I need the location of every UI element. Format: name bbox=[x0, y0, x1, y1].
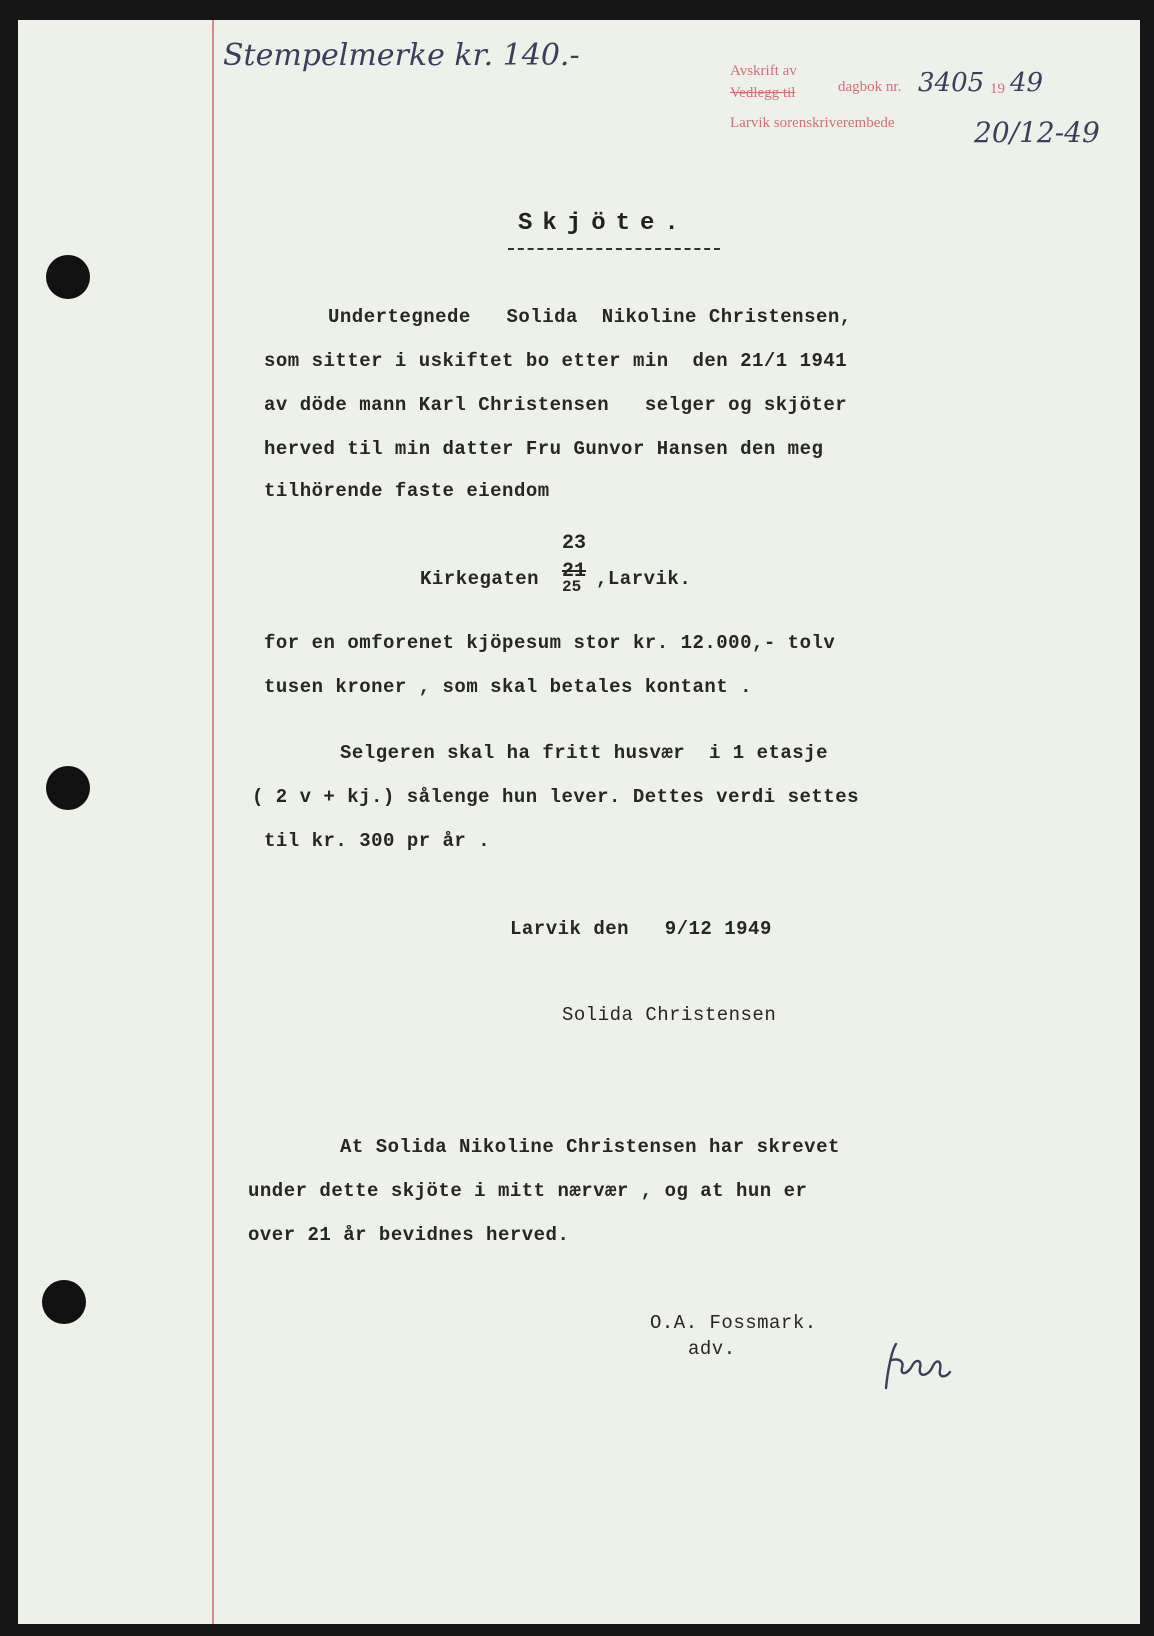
stamp-date: 20/12-49 bbox=[974, 116, 1100, 149]
text-line: over 21 år bevidnes herved. bbox=[248, 1224, 570, 1246]
text-line: Selgeren skal ha fritt husvær i 1 etasje bbox=[340, 742, 828, 764]
text-line: herved til min datter Fru Gunvor Hansen den meg bbox=[264, 438, 824, 460]
signer-name: Solida Christensen bbox=[562, 1004, 777, 1026]
text-line: for en omforenet kjöpesum stor kr. 12.000,- tolv bbox=[264, 632, 836, 654]
punch-hole-icon bbox=[42, 1280, 86, 1324]
place-date: Larvik den 9/12 1949 bbox=[510, 918, 772, 940]
stamp-line1b: dagbok nr. bbox=[838, 79, 902, 95]
stamp-year-prefix: 19 bbox=[990, 81, 1005, 97]
text-line: At Solida Nikoline Christensen har skrevet bbox=[340, 1136, 840, 1158]
text-line: tilhörende faste eiendom bbox=[264, 480, 550, 502]
witness-title: adv. bbox=[688, 1338, 736, 1360]
address-number-top: 23 bbox=[562, 532, 587, 555]
text-line: til kr. 300 pr år . bbox=[264, 830, 491, 852]
registry-stamp bbox=[730, 62, 797, 80]
stamp-duty-note: Stempelmerke kr. 140.- bbox=[223, 38, 580, 73]
margin-line bbox=[212, 20, 214, 1624]
stamp-line1a: Avskrift av bbox=[730, 63, 797, 79]
text-line: under dette skjöte i mitt nærvær , og at hun er bbox=[248, 1180, 808, 1202]
address-street: Kirkegaten bbox=[420, 568, 540, 590]
punch-hole-icon bbox=[46, 766, 90, 810]
address-number-bottom: 25 bbox=[562, 578, 582, 596]
address-city: ,Larvik. bbox=[596, 568, 692, 590]
punch-hole-icon bbox=[46, 255, 90, 299]
text-line: ( 2 v + kj.) sålenge hun lever. Dettes verdi settes bbox=[252, 786, 859, 808]
stamp-line2: Vedlegg til bbox=[730, 85, 796, 101]
year-suffix: 49 bbox=[1010, 68, 1044, 98]
witness-name: O.A. Fossmark. bbox=[650, 1312, 817, 1334]
title-underline bbox=[508, 248, 720, 250]
text-line: av döde mann Karl Christensen selger og skjöter bbox=[264, 394, 848, 416]
text-line: som sitter i uskiftet bo etter min den 21/1 1941 bbox=[264, 350, 848, 372]
handwritten-initials bbox=[878, 1338, 968, 1398]
address-number-struck: 21 bbox=[562, 560, 587, 583]
stamp-line3: Larvik sorenskriverembede bbox=[730, 115, 895, 131]
document-page bbox=[18, 20, 1140, 1624]
diary-number: 3405 bbox=[918, 68, 985, 98]
text-line: Undertegnede Solida Nikoline Christensen, bbox=[328, 306, 852, 328]
document-title: Skjöte. bbox=[518, 210, 689, 237]
text-line: tusen kroner , som skal betales kontant . bbox=[264, 676, 752, 698]
